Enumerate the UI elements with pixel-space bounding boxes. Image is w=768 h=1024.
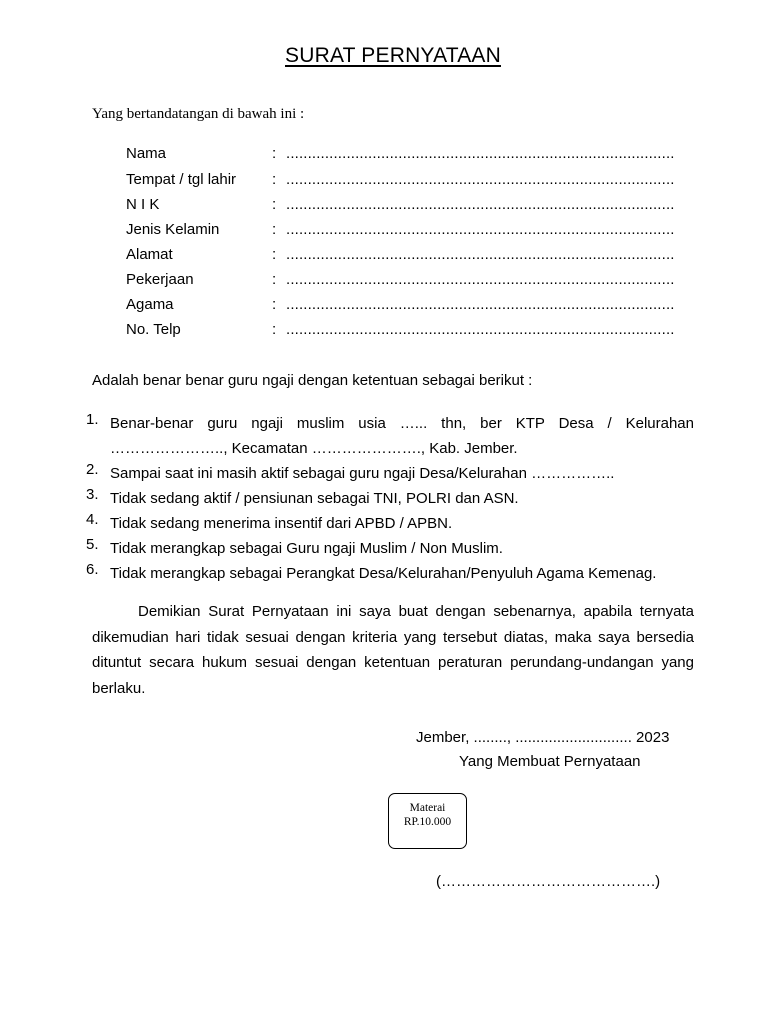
field-colon: : <box>272 221 277 238</box>
field-dots: .......................................................................................... <box>286 221 675 238</box>
list-line: Benar-benar guru ngaji muslim usia …... thn, ber KTP Desa / Kelurahan <box>110 415 694 432</box>
list-number: 4. <box>86 511 99 528</box>
field-dots: .......................................................................................... <box>286 321 675 338</box>
field-colon: : <box>272 321 277 338</box>
field-label: N I K <box>126 196 160 213</box>
list-number: 1. <box>86 411 99 428</box>
list-item <box>86 411 694 461</box>
field-nama <box>126 145 686 170</box>
list-item <box>86 511 694 536</box>
field-alamat <box>126 246 686 271</box>
field-pekerjaan <box>126 271 686 296</box>
list-text: Tidak merangkap sebagai Guru ngaji Muslim / Non Muslim. <box>110 540 503 557</box>
field-label: Tempat / tgl lahir <box>126 171 237 188</box>
list-item <box>86 486 694 511</box>
field-colon: : <box>272 296 277 313</box>
field-dots: .......................................................................................... <box>286 271 675 288</box>
closing-paragraph: Demikian Surat Pernyataan ini saya buat dengan sebenarnya, apabila ternyata dikemudian hari tidak sesuai dengan kriteria yang tersebut diatas, maka saya bersedia dituntut secara hukum sesuai dengan ketentuan peraturan perundang-undangan yang berlaku. <box>92 603 694 697</box>
field-label: Agama <box>126 296 174 313</box>
list-text: Tidak sedang aktif / pensiunan sebagai TNI, POLRI dan ASN. <box>110 490 519 507</box>
field-no-telp <box>126 321 686 346</box>
lead-text: Adalah benar benar guru ngaji dengan ketentuan sebagai berikut : <box>92 372 533 389</box>
field-agama <box>126 296 686 321</box>
field-dots: .......................................................................................... <box>286 145 675 162</box>
list-text <box>110 411 694 461</box>
field-label: Jenis Kelamin <box>126 221 220 238</box>
signer-title: Yang Membuat Pernyataan <box>459 753 641 770</box>
field-tempat-tgl-lahir <box>126 171 686 196</box>
stamp-box <box>388 793 467 849</box>
field-dots: .......................................................................................... <box>286 171 675 188</box>
field-label: Pekerjaan <box>126 271 194 288</box>
signature-line: (…………………………………….) <box>436 873 661 890</box>
field-dots: .......................................................................................... <box>286 246 675 263</box>
field-label: Nama <box>126 145 167 162</box>
field-dots: .......................................................................................... <box>286 196 675 213</box>
list-number: 6. <box>86 561 99 578</box>
field-label: Alamat <box>126 246 173 263</box>
list-item <box>86 561 694 586</box>
list-number: 3. <box>86 486 99 503</box>
field-dots: .......................................................................................... <box>286 296 675 313</box>
stamp-line: RP.10.000 <box>403 816 452 828</box>
list-item <box>86 461 694 486</box>
field-label: No. Telp <box>126 321 181 338</box>
list-line: ………………….., Kecamatan …………………., Kab. Jember. <box>110 440 518 457</box>
stamp-line: Materai <box>409 802 446 814</box>
field-colon: : <box>272 145 277 162</box>
list-text: Tidak merangkap sebagai Perangkat Desa/Kelurahan/Penyuluh Agama Kemenag. <box>110 565 657 582</box>
field-colon: : <box>272 196 277 213</box>
list-number: 2. <box>86 461 99 478</box>
list-number: 5. <box>86 536 99 553</box>
document-title: SURAT PERNYATAAN <box>285 44 501 67</box>
field-colon: : <box>272 171 277 188</box>
city-date: Jember, ........, ............................ 2023 <box>416 729 670 746</box>
list-item <box>86 536 694 561</box>
field-colon: : <box>272 271 277 288</box>
field-nik <box>126 196 686 221</box>
list-text: Sampai saat ini masih aktif sebagai guru ngaji Desa/Kelurahan …………….. <box>110 465 615 482</box>
field-jenis-kelamin <box>126 221 686 246</box>
list-text: Tidak sedang menerima insentif dari APBD / APBN. <box>110 515 453 532</box>
intro-text: Yang bertandatangan di bawah ini : <box>92 106 305 122</box>
field-colon: : <box>272 246 277 263</box>
